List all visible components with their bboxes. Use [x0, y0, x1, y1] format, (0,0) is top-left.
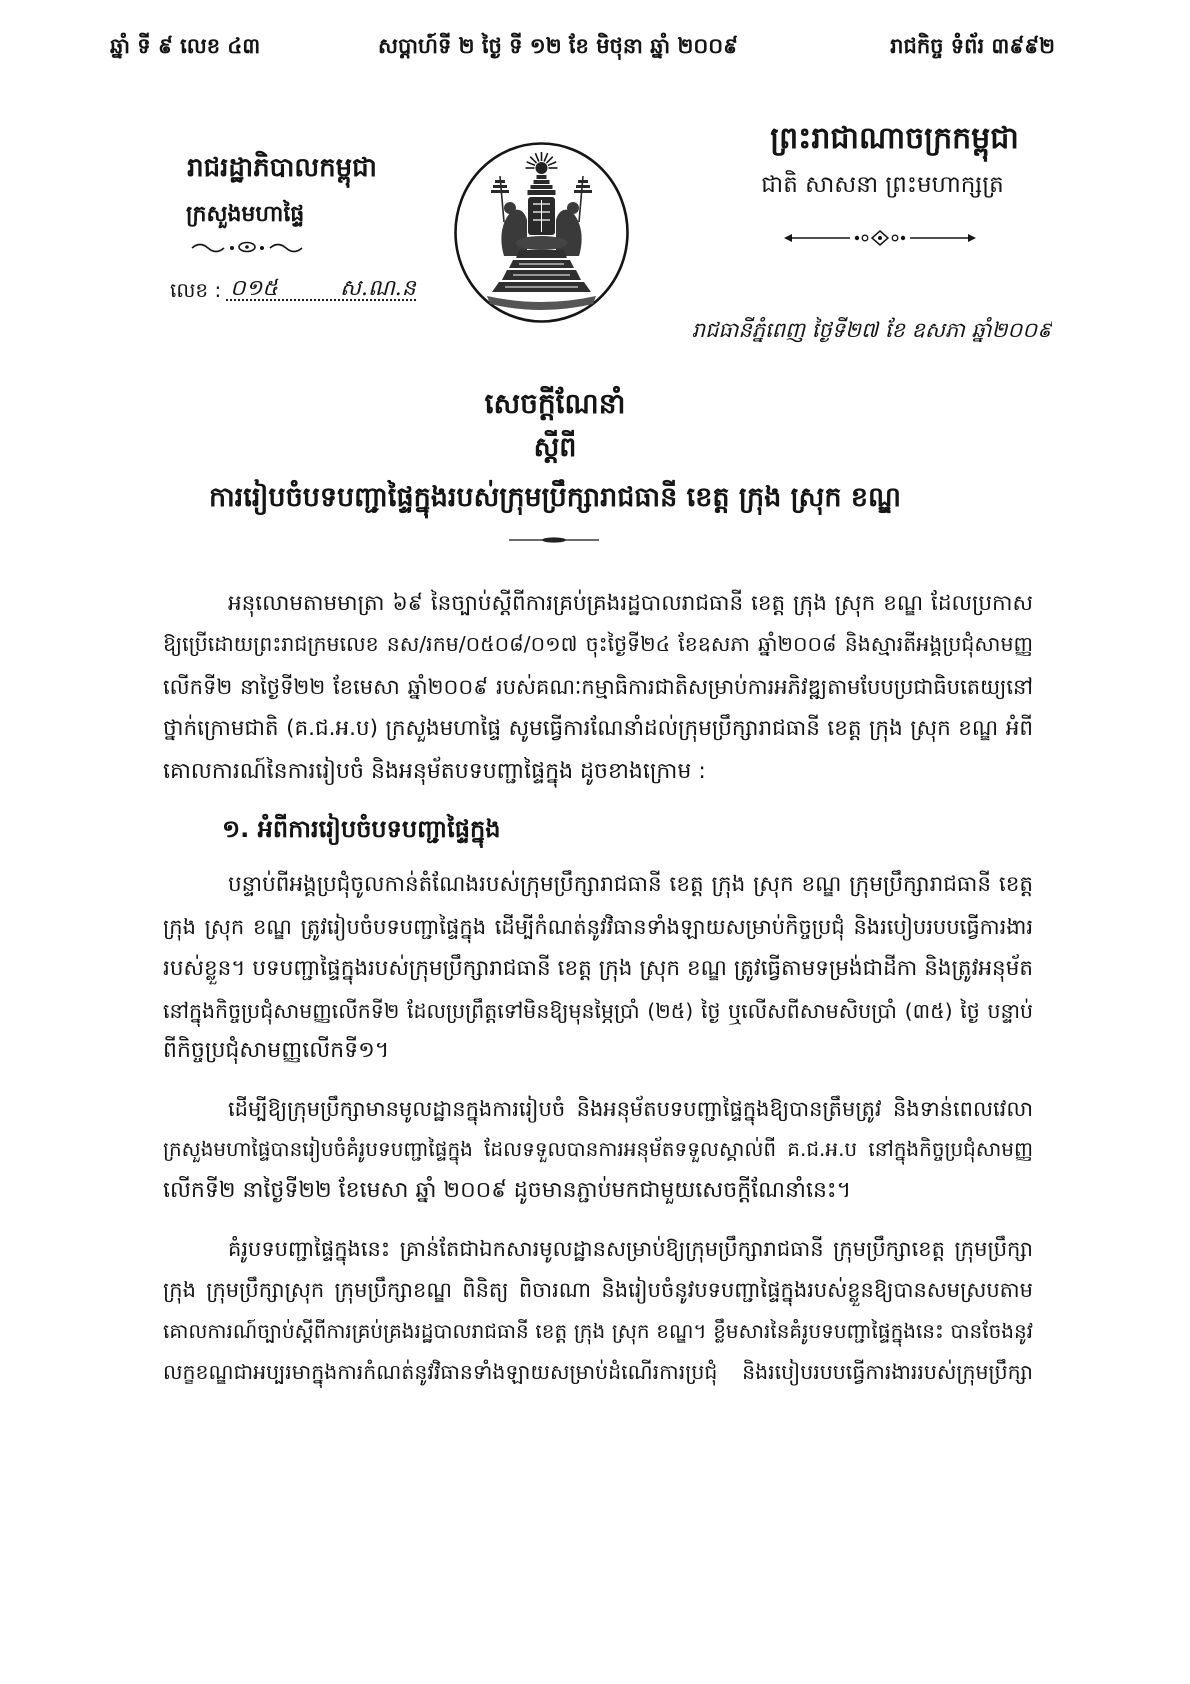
seal-ribbon — [487, 296, 596, 310]
paragraph-1-line: លើកទី២ នាថ្ងៃទី២២ ខែមេសា ឆ្នាំ២០០៩ របស់គណៈកម្មាធិការជាតិសម្រាប់ការអភិវឌ្ឍតាមបែបប្រជាធិបតេយ្យនៅ — [163, 675, 1033, 699]
gazette-issue-number: ឆ្នាំ ទី ៩ លេខ ៤៣ — [110, 34, 261, 58]
gazette-week-date: សប្តាហ៍ទី ២ ថ្ងៃ ទី ១២ ខែ មិថុនា ឆ្នាំ ២០០៩ — [378, 34, 738, 58]
title-subject-label: ស្តីពី — [533, 432, 577, 463]
paragraph-2-line: ក្រុង ស្រុក ខណ្ឌ ត្រូវរៀបចំបទបញ្ជាផ្ទៃក្នុង ដើម្បីកំណត់នូវវិធានទាំងឡាយសម្រាប់កិច្ចប្រជុំ និងរបៀបរបបធ្វើការងារ — [163, 915, 1033, 939]
place-and-date: រាជធានីភ្នំពេញ ថ្ងៃទី២៧ ខែ ឧសភា ឆ្នាំ២០០៩ — [691, 318, 1052, 342]
paragraph-1-line: ឱ្យប្រើដោយព្រះរាជក្រមលេខ នស/រកម/០៥០៨/០១៧ ចុះថ្ងៃទី២៤ ខែឧសភា ឆ្នាំ២០០៨ និងស្មារតីអង្គប្រជុំសាមញ្ញ — [163, 632, 1033, 656]
paragraph-4-line: លក្ខខណ្ឌជាអប្បរមាក្នុងការកំណត់នូវវិធានទាំងឡាយសម្រាប់ដំណើរការប្រជុំ និងរបៀបរបបធ្វើការងាររបស់ក្រុមប្រឹក្សា — [163, 1360, 1033, 1384]
seal-pedestal — [492, 250, 591, 292]
seal-sun-rays — [526, 152, 558, 174]
document-type-title: សេចក្តីណែនាំ — [484, 387, 626, 420]
ministry-name: ក្រសួងមហាផ្ទៃ — [186, 202, 305, 227]
paragraph-1-line: ថ្នាក់ក្រោមជាតិ (គ.ជ.អ.ប) ក្រសួងមហាផ្ទៃ សូមធ្វើការណែនាំដល់ក្រុមប្រឹក្សារាជធានី ខេត្ត ក្រុង ស្រុក ខណ្ឌ អំពី — [163, 716, 1033, 741]
royal-coat-of-arms-seal-icon — [449, 140, 634, 325]
paragraph-2-line: ពីកិច្ចប្រជុំសាមញ្ញលើកទី១។ — [163, 1038, 390, 1063]
document-number-handwritten: ០១៥ — [230, 276, 278, 301]
document-number-label: លេខ : — [170, 278, 222, 302]
kingdom-name: ព្រះរាជាណាចក្រកម្ពុជា — [770, 121, 1019, 156]
paragraph-4-line: គំរូបទបញ្ជាផ្ទៃក្នុងនេះ គ្រាន់តែជាឯកសារមូលដ្ឋានសម្រាប់ឱ្យក្រុមប្រឹក្សារាជធានី ក្រុមប្រឹក្សាខេត្ត ក្រុមប្រឹក្សា — [228, 1237, 1033, 1261]
gazette-page-number: រាជកិច្ច ទំព័រ ៣៩៩២ — [890, 34, 1055, 58]
seal-bowl — [516, 236, 568, 250]
paragraph-2-line: បន្ទាប់ពីអង្គប្រជុំចូលកាន់តំណែងរបស់ក្រុមប្រឹក្សារាជធានី ខេត្ត ក្រុង ស្រុក ខណ្ឌ ក្រុមប្រឹក្សារាជធានី ខេត្ត — [228, 872, 1033, 897]
paragraph-2-line: នៅក្នុងកិច្ចប្រជុំសាមញ្ញលើកទី២ ដែលប្រព្រឹត្តទៅមិនឱ្យមុនម្ភៃប្រាំ (២៥) ថ្ងៃ ឬលើសពីសាមសិបប្រាំ (៣៥) ថ្ងៃ បន្ទាប់ — [163, 999, 1033, 1023]
paragraph-1-line: គោលការណ៍នៃការរៀបចំ និងអនុម័តបទបញ្ជាផ្ទៃក្នុង ដូចខាងក្រោម : — [163, 759, 706, 784]
document-subject-title: ការរៀបចំបទបញ្ជាផ្ទៃក្នុងរបស់ក្រុមប្រឹក្សារាជធានី ខេត្ត ក្រុង ស្រុក ខណ្ឌ — [208, 482, 902, 513]
seal-crown — [528, 175, 556, 195]
seal-parasol-left — [491, 176, 509, 222]
title-divider-ornament-icon — [509, 536, 599, 544]
paragraph-2-line: របស់ខ្លួន។ បទបញ្ជាផ្ទៃក្នុងរបស់ក្រុមប្រឹក្សារាជធានី ខេត្ត ក្រុង ស្រុក ខណ្ឌ ត្រូវធ្វើតាមទម្រង់ជាដីកា និងត្រូវអនុម័ត — [163, 956, 1033, 981]
ministry-divider-ornament-icon — [188, 238, 306, 256]
paragraph-3-line: ក្រសួងមហាផ្ទៃបានរៀបចំគំរូបទបញ្ជាផ្ទៃក្នុង ដែលទទួលបានការអនុម័តទទួលស្គាល់ពី គ.ជ.អ.ប នៅក្នុងកិច្ចប្រជុំសាមញ្ញ — [163, 1137, 1033, 1161]
section-1-heading: ១. អំពីការរៀបចំបទបញ្ជាផ្ទៃក្នុង — [222, 815, 501, 843]
paragraph-1-line: អនុលោមតាមមាត្រា ៦៩ នៃច្បាប់ស្តីពីការគ្រប់គ្រងរដ្ឋបាលរាជធានី ខេត្ត ក្រុង ស្រុក ខណ្ឌ ដែលប្រកាស — [228, 591, 1033, 616]
seal-parasol-right — [574, 176, 592, 222]
seal-throne — [528, 197, 555, 235]
government-name: រាជរដ្ឋាភិបាលកម្ពុជា — [187, 153, 377, 183]
document-number-suffix-handwritten: ស.ណ.ន — [340, 276, 416, 301]
motto-divider-ornament-icon — [780, 228, 980, 248]
paragraph-3-line: លើកទី២ នាថ្ងៃទី២២ ខែមេសា ឆ្នាំ ២០០៩ ដូចមានភ្ជាប់មកជាមួយសេចក្តីណែនាំនេះ។ — [163, 1178, 852, 1203]
paragraph-4-line: គោលការណ៍ច្បាប់ស្តីពីការគ្រប់គ្រងរដ្ឋបាលរាជធានី ខេត្ត ក្រុង ស្រុក ខណ្ឌ។ ខ្លឹមសារនៃគំរូបទបញ្ជាផ្ទៃក្នុងនេះ បានចែងនូវ — [163, 1319, 1033, 1343]
document-number-row — [170, 272, 430, 308]
kingdom-motto: ជាតិ សាសនា ព្រះមហាក្សត្រ — [761, 172, 1004, 198]
paragraph-4-line: ក្រុង ក្រុមប្រឹក្សាស្រុក ក្រុមប្រឹក្សាខណ្ឌ ពិនិត្យ ពិចារណា និងរៀបចំនូវបទបញ្ជាផ្ទៃក្នុងរបស់ខ្លួនឱ្យបានសមស្របតាម — [163, 1278, 1033, 1302]
paragraph-3-line: ដើម្បីឱ្យក្រុមប្រឹក្សាមានមូលដ្ឋានក្នុងការរៀបចំ និងអនុម័តបទបញ្ជាផ្ទៃក្នុងឱ្យបានត្រឹមត្រូវ និងទាន់ពេលវេលា — [228, 1097, 1033, 1121]
